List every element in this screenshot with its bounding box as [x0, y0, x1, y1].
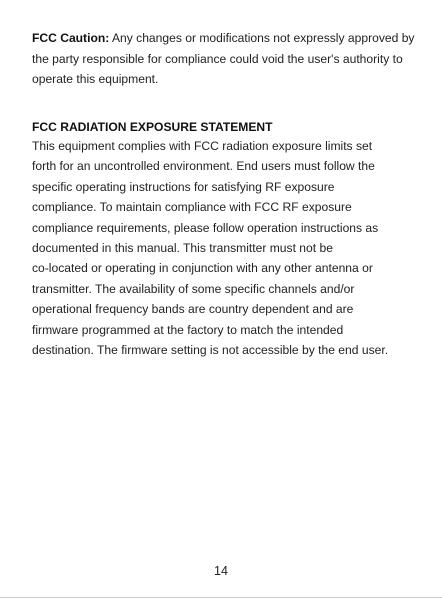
statement-line: co-located or operating in conjunction with any other antenna or — [32, 261, 373, 276]
statement-line: This equipment complies with FCC radiation exposure limits set — [32, 139, 373, 153]
bottom-divider — [0, 597, 442, 598]
statement-line: specific operating instructions for satisfying RF exposure — [32, 179, 335, 194]
fcc-caution-text: Any changes or modifications not expressly approved by the party responsible for compliance could void the user's authority to operate this equipment. — [32, 31, 415, 86]
statement-line: operational frequency bands are country dependent and are — [32, 302, 354, 317]
statement-line: destination. The firmware setting is not accessible by the end user. — [32, 343, 389, 358]
statement-line: documented in this manual. This transmitter must not be — [32, 241, 333, 256]
fcc-caution-paragraph — [32, 28, 416, 90]
statement-line: transmitter. The availability of some specific channels and/or — [32, 281, 355, 296]
radiation-statement-heading: FCC RADIATION EXPOSURE STATEMENT — [32, 120, 273, 134]
radiation-statement-body — [32, 136, 414, 360]
fcc-caution-label: FCC Caution: — [32, 31, 110, 45]
statement-line: compliance requirements, please follow operation instructions as — [32, 220, 379, 235]
statement-line: compliance. To maintain compliance with FCC RF exposure — [32, 200, 352, 215]
statement-line: firmware programmed at the factory to match the intended — [32, 322, 344, 337]
page-number: 14 — [214, 564, 228, 578]
statement-line: forth for an uncontrolled environment. End users must follow the — [32, 159, 375, 174]
